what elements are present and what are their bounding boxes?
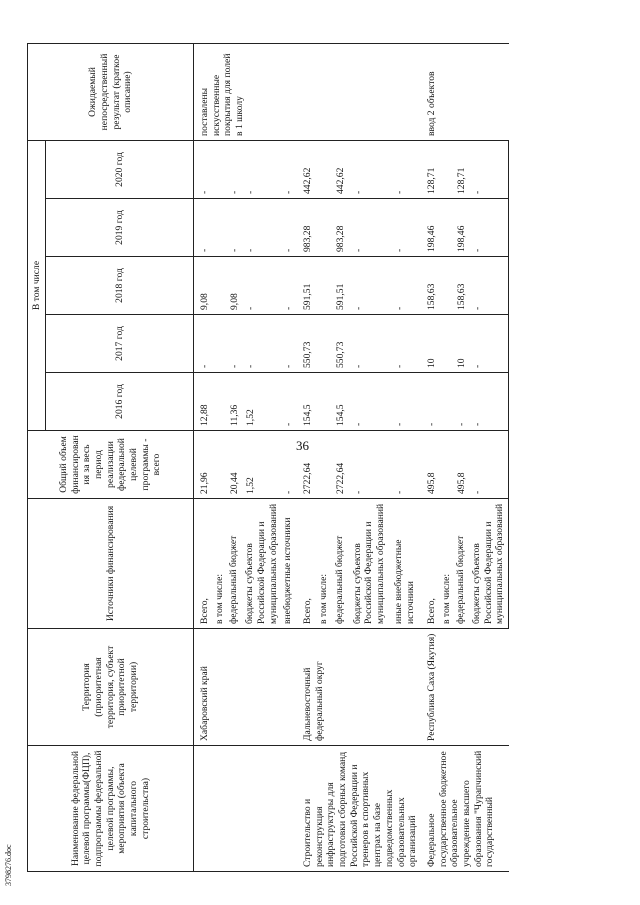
source: в том числе: — [317, 499, 333, 629]
y2018: - — [281, 257, 297, 315]
source: федеральный бюджет — [227, 499, 243, 629]
y2018: - — [470, 257, 509, 315]
header-program: Наименование федеральной целевой программы(ФЦП), подпрограммы федеральной целевой программы, мероприятия (объекта капитального строительства) — [28, 746, 194, 872]
y2019 — [317, 199, 333, 257]
header-year-2019: 2019 год — [46, 199, 194, 257]
total — [317, 431, 333, 499]
y2016: - — [454, 373, 470, 431]
y2018: - — [243, 257, 281, 315]
header-total: Общий объем финансирования за весь период реализации федеральной целевой программы - всего — [28, 431, 194, 499]
y2020: - — [392, 140, 421, 198]
y2018: 9,08 — [194, 257, 213, 315]
y2019: 198,46 — [454, 199, 470, 257]
header-sources: Источники финансирования — [28, 499, 194, 629]
y2017 — [213, 315, 228, 373]
source: бюджеты субъектов Российской Федерации и муниципальных образований — [243, 499, 281, 629]
y2016: 1,52 — [243, 373, 281, 431]
y2020 — [317, 140, 333, 198]
header-year-2020: 2020 год — [46, 140, 194, 198]
y2016: 12,88 — [194, 373, 213, 431]
y2016: - — [470, 373, 509, 431]
y2019: 983,28 — [333, 199, 350, 257]
y2020: 442,62 — [333, 140, 350, 198]
total: 20,44 — [227, 431, 243, 499]
territory: Дальневосточный федеральный округ — [297, 629, 421, 746]
y2016: - — [281, 373, 297, 431]
total: 495,8 — [454, 431, 470, 499]
total: 21,96 — [194, 431, 213, 499]
territory: Хабаровский край — [194, 629, 297, 746]
page-number: 36 — [296, 438, 309, 453]
y2016 — [440, 373, 455, 431]
table-row — [194, 43, 213, 871]
total — [440, 431, 455, 499]
y2018 — [317, 257, 333, 315]
source: Всего, — [194, 499, 213, 629]
y2020: - — [243, 140, 281, 198]
total: 1,52 — [243, 431, 281, 499]
y2019: 198,46 — [421, 199, 440, 257]
expected-result: поставлены искусственные покрытия для полей в 1 школу — [194, 43, 297, 140]
source: в том числе: — [440, 499, 455, 629]
y2018: - — [392, 257, 421, 315]
program-name — [194, 746, 297, 872]
source: бюджеты субъектов Российской Федерации и муниципальных образований — [351, 499, 393, 629]
y2016: 11,36 — [227, 373, 243, 431]
y2017: 550,73 — [333, 315, 350, 373]
y2020: 442,62 — [297, 140, 317, 198]
expected-result — [297, 43, 421, 140]
source: федеральный бюджет — [454, 499, 470, 629]
table-row — [297, 43, 317, 871]
header-territory: Территория (приоритетная территория, субъект приоритетной территории) — [28, 629, 194, 746]
y2018: 158,63 — [421, 257, 440, 315]
y2018: 591,51 — [333, 257, 350, 315]
y2017: - — [243, 315, 281, 373]
y2019: - — [351, 199, 393, 257]
y2017: - — [281, 315, 297, 373]
y2020: - — [194, 140, 213, 198]
y2020 — [213, 140, 228, 198]
header-year-2016: 2016 год — [46, 373, 194, 431]
total: 2722,64 — [297, 431, 317, 499]
source: Всего, — [297, 499, 317, 629]
program-name: Федеральное государственное бюджетное образовательное учреждение высшего образования "Чурапчинский государственный — [421, 746, 509, 872]
y2020: 128,71 — [454, 140, 470, 198]
expected-result: ввод 2 объектов — [421, 43, 509, 140]
y2019: - — [243, 199, 281, 257]
y2019: - — [227, 199, 243, 257]
rotated-page — [27, 44, 617, 872]
source: федеральный бюджет — [333, 499, 350, 629]
y2019: - — [281, 199, 297, 257]
y2017: 10 — [454, 315, 470, 373]
y2018: 158,63 — [454, 257, 470, 315]
document-footer: 3798276.doc — [4, 844, 13, 886]
source: в том числе: — [213, 499, 228, 629]
y2018 — [440, 257, 455, 315]
y2017: 10 — [421, 315, 440, 373]
total: - — [392, 431, 421, 499]
y2019: - — [470, 199, 509, 257]
y2016: 154,5 — [333, 373, 350, 431]
header-year-2018: 2018 год — [46, 257, 194, 315]
financing-table — [27, 43, 509, 872]
y2016: - — [351, 373, 393, 431]
header-year-2017: 2017 год — [46, 315, 194, 373]
y2016: - — [392, 373, 421, 431]
y2020: - — [227, 140, 243, 198]
y2020: 128,71 — [421, 140, 440, 198]
source: внебюджетные источники — [281, 499, 297, 629]
y2017: - — [470, 315, 509, 373]
y2020: - — [281, 140, 297, 198]
y2018: 9,08 — [227, 257, 243, 315]
source: бюджеты субъектов Российской Федерации и муниципальных образований — [470, 499, 509, 629]
total: - — [470, 431, 509, 499]
source: иные внебюджетные источники — [392, 499, 421, 629]
y2017 — [317, 315, 333, 373]
total: 495,8 — [421, 431, 440, 499]
y2017: - — [392, 315, 421, 373]
y2019 — [213, 199, 228, 257]
y2019: - — [392, 199, 421, 257]
y2016 — [317, 373, 333, 431]
y2019: 983,28 — [297, 199, 317, 257]
y2020 — [440, 140, 455, 198]
header-including: В том числе — [28, 140, 46, 430]
y2017: - — [351, 315, 393, 373]
y2019: - — [194, 199, 213, 257]
y2016: 154,5 — [297, 373, 317, 431]
program-name: Строительство и реконструкция инфраструктуры для подготовки сборных команд Российской Федерации и тренеров в спортивных центрах на базе подведомственных образовательных организаций — [297, 746, 421, 872]
y2020: - — [351, 140, 393, 198]
total: - — [351, 431, 393, 499]
y2017: - — [194, 315, 213, 373]
y2018 — [213, 257, 228, 315]
y2018: - — [351, 257, 393, 315]
y2017: 550,73 — [297, 315, 317, 373]
total: 2722,64 — [333, 431, 350, 499]
y2017 — [440, 315, 455, 373]
y2019 — [440, 199, 455, 257]
table-row — [421, 43, 440, 871]
y2016 — [213, 373, 228, 431]
source: Всего, — [421, 499, 440, 629]
y2018: 591,51 — [297, 257, 317, 315]
total: - — [281, 431, 297, 499]
y2017: - — [227, 315, 243, 373]
y2016: - — [421, 373, 440, 431]
territory: Республика Саха (Якутия) — [421, 629, 509, 746]
y2020: - — [470, 140, 509, 198]
total — [213, 431, 228, 499]
header-result: Ожидаемый непосредственный результат (краткое описание) — [28, 43, 194, 140]
